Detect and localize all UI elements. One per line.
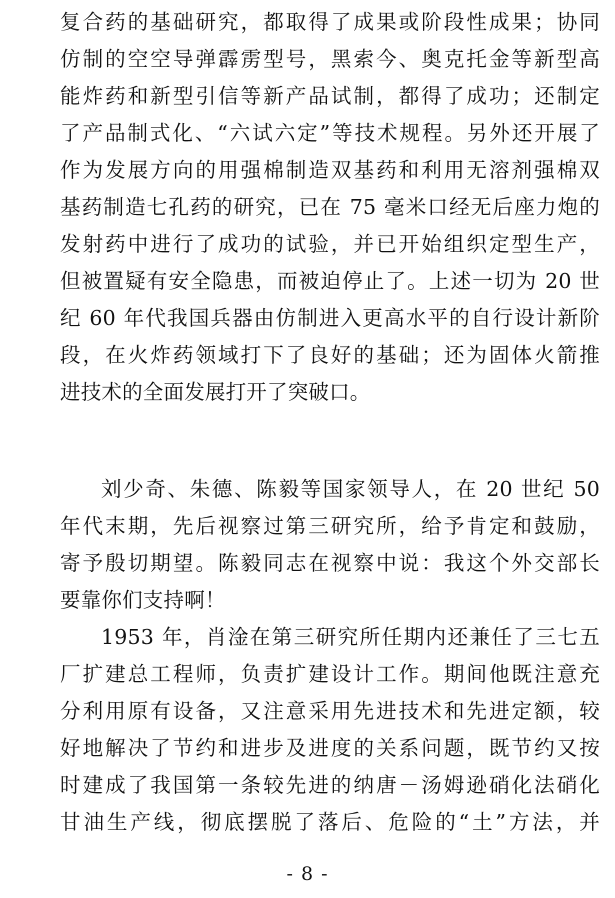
text-line: 年代末期，先后视察过第三研究所，给予肯定和鼓励，	[60, 514, 600, 538]
text-line: 要靠你们支持啊！	[60, 588, 226, 612]
text-line: 分利用原有设备，又注意采用先进技术和先进定额，较	[60, 699, 600, 723]
text-line: 发射药中进行了成功的试验，并已开始组织定型生产，	[60, 232, 600, 256]
text-line: 作为发展方向的用强棉制造双基药和利用无溶剂强棉双	[60, 158, 600, 182]
text-line: 但被置疑有安全隐患，而被迫停止了。上述一切为 20 世	[60, 269, 600, 293]
page-number: - 8 -	[286, 863, 329, 885]
text-line: 刘少奇、朱德、陈毅等国家领导人，在 20 世纪 50	[101, 477, 600, 501]
text-line: 纪 60 年代我国兵器由仿制进入更高水平的自行设计新阶	[60, 306, 600, 330]
text-line: 1953 年，肖淦在第三研究所任期内还兼任了三七五	[101, 625, 600, 649]
text-line: 进技术的全面发展打开了突破口。	[60, 380, 371, 404]
text-line: 时建成了我国第一条较先进的纳唐－汤姆逊硝化法硝化	[60, 773, 600, 797]
text-line: 基药制造七孔药的研究，已在 75 毫米口经无后座力炮的	[60, 195, 600, 219]
text-line: 甘油生产线，彻底摆脱了落后、危险的“土”方法，并	[60, 810, 600, 834]
text-line: 仿制的空空导弹霹雳型号，黑索今、奥克托金等新型高	[60, 47, 600, 71]
text-line: 了产品制式化、“六试六定”等技术规程。另外还开展了	[60, 121, 600, 145]
text-line: 复合药的基础研究，都取得了成果或阶段性成果；协同	[60, 10, 600, 34]
paragraph-2	[60, 471, 600, 619]
text-line: 能炸药和新型引信等新产品试制，都得了成功；还制定	[60, 84, 600, 108]
paragraph-1	[60, 4, 600, 411]
text-line: 好地解决了节约和进步及进度的关系问题，既节约又按	[60, 736, 600, 760]
paragraph-3	[60, 619, 600, 841]
text-line: 段，在火炸药领域打下了良好的基础；还为固体火箭推	[60, 343, 600, 367]
text-line: 厂扩建总工程师，负责扩建设计工作。期间他既注意充	[60, 662, 600, 686]
text-line: 寄予殷切期望。陈毅同志在视察中说：我这个外交部长	[60, 551, 600, 575]
